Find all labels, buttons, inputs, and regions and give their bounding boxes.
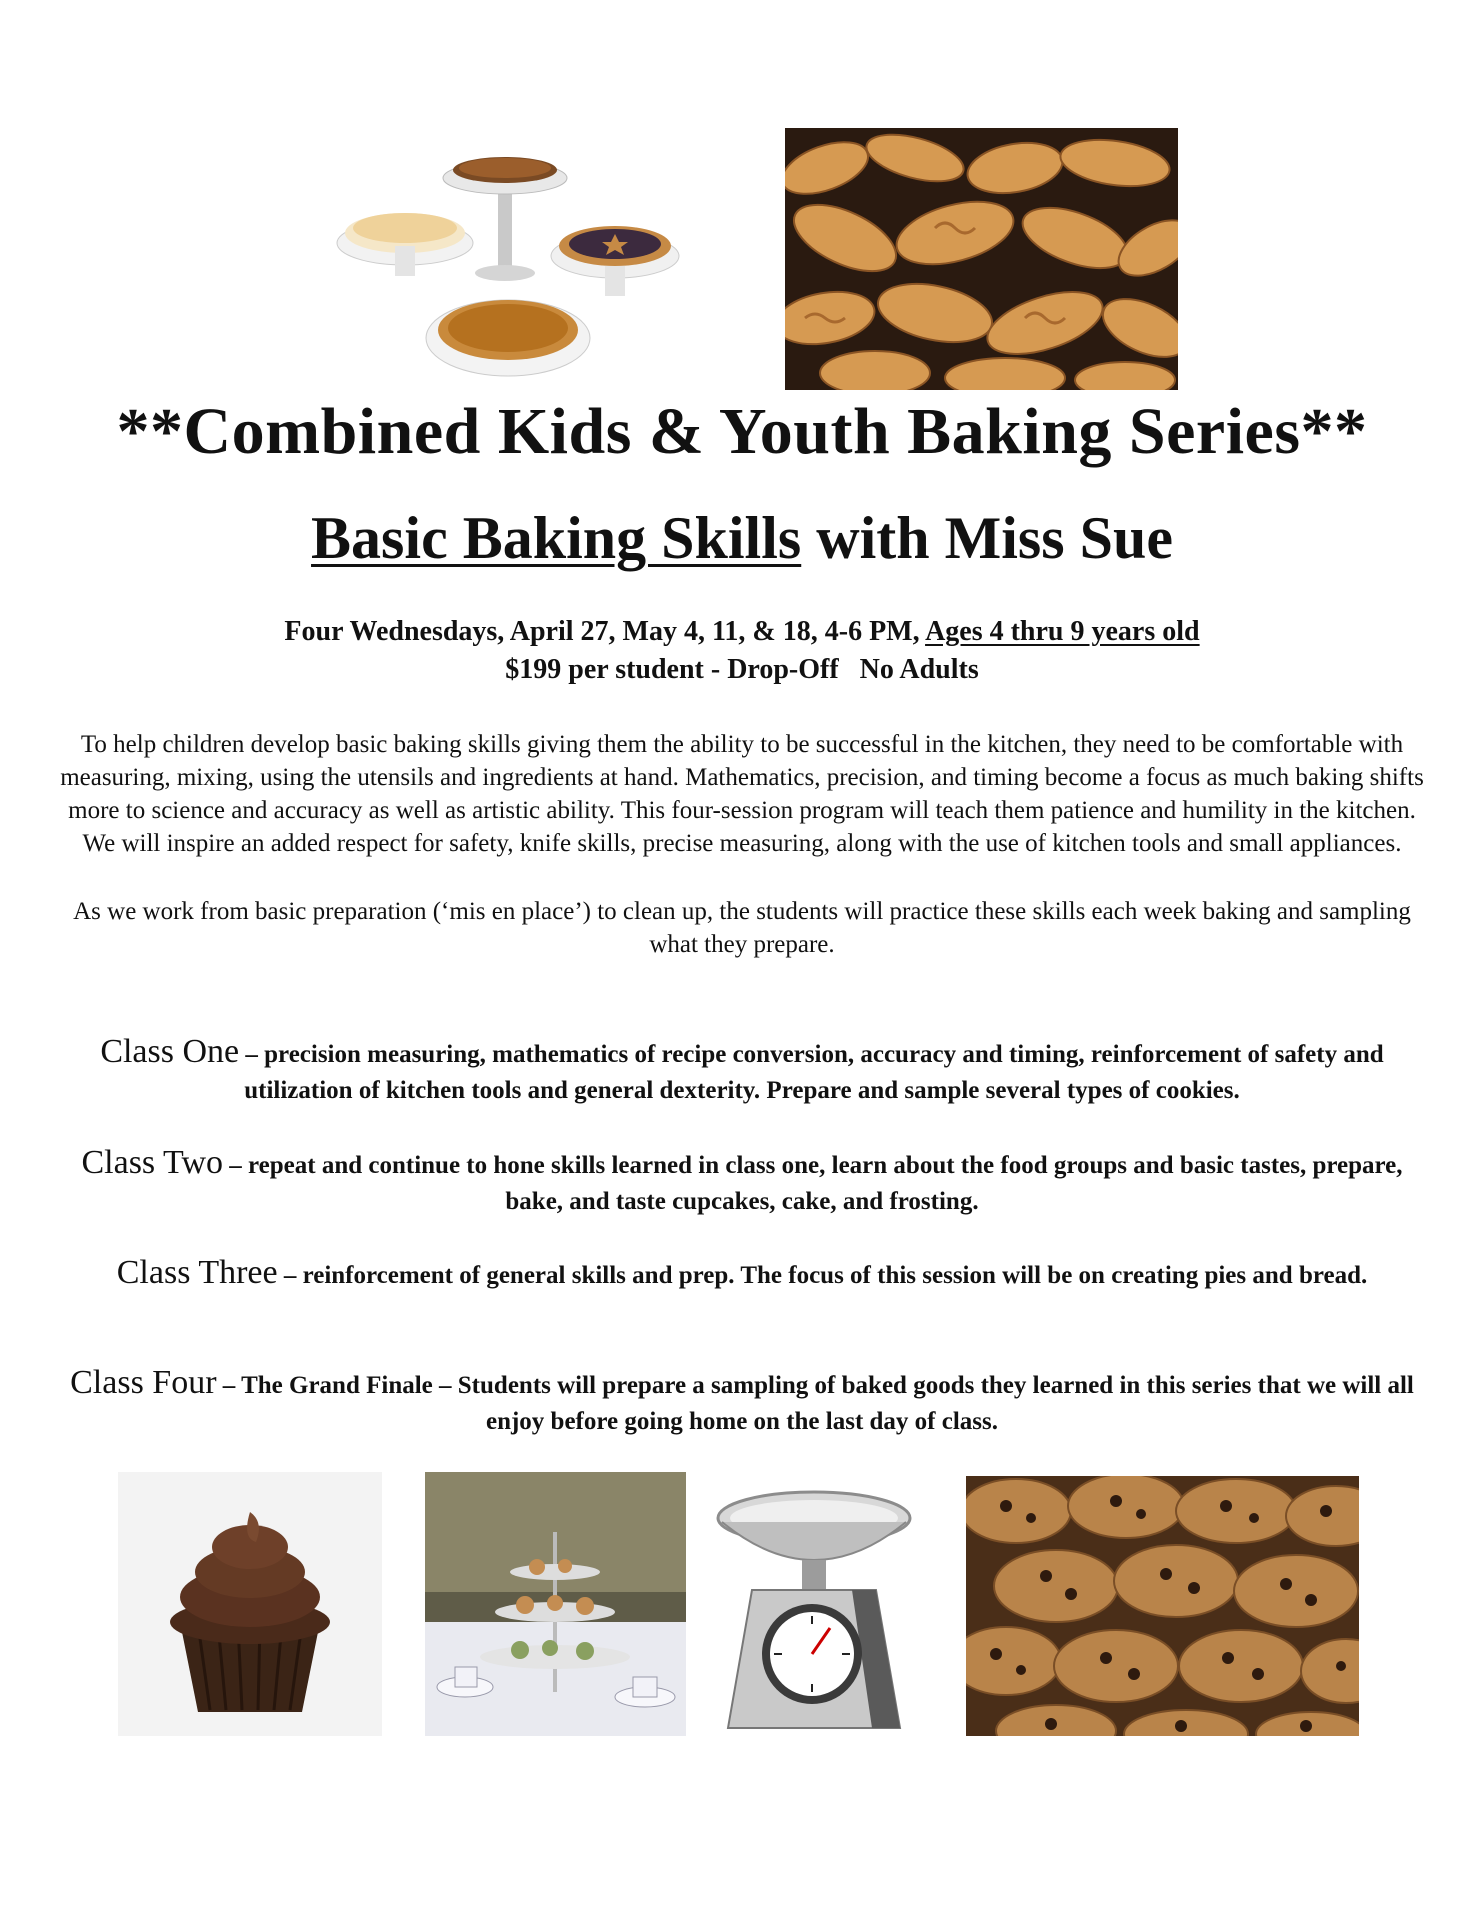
assorted-bread-image [785, 128, 1178, 390]
afternoon-tea-table-image [425, 1472, 686, 1736]
schedule-price-line: $199 per student - Drop-Off No Adults [505, 654, 979, 685]
page-title: **Combined Kids & Youth Baking Series** [116, 395, 1368, 468]
page-subtitle [0, 500, 1484, 576]
schedule-ages: Ages 4 thru 9 years old [925, 616, 1200, 647]
intro-paragraph-1: To help children develop basic baking skills giving them the ability to be successful in the kitchen, they need to be comfortable with measuring, mixing, using the utensils and ingredients at hand. Mathematics, precision, and timing become a focus as much baking shifts more to science and accuracy as well as artistic ability. This four-session program will teach them patience and humility in the kitchen. We will inspire an added respect for safety, knife skills, precise measuring, along with the use of kitchen tools and small appliances. [60, 731, 1424, 857]
schedule-dates-line [0, 613, 1484, 651]
subtitle-course-name: Basic Baking Skills [311, 505, 802, 571]
class-one-text: – precision measuring, mathematics of recipe conversion, accuracy and timing, reinforcement of safety and utilization of kitchen tools and general dexterity. Prepare and sample several types of cookies. [239, 1041, 1384, 1104]
class-two-title: Class Two [81, 1144, 223, 1181]
class-three-title: Class Three [116, 1254, 278, 1291]
schedule-dates: Four Wednesdays, April 27, May 4, 11, & 18, 4-6 PM, [284, 616, 926, 647]
class-one-description [50, 1034, 1434, 1109]
class-three-description [50, 1255, 1434, 1294]
class-three-text: – reinforcement of general skills and prep. The focus of this session will be on creating pies and bread. [277, 1262, 1368, 1289]
class-two-description [50, 1145, 1434, 1220]
pies-on-stands-image [330, 138, 690, 396]
class-two-text: – repeat and continue to hone skills learned in class one, learn about the food groups and basic tastes, prepare, bake, and taste cupcakes, cake, and frosting. [223, 1152, 1403, 1215]
kitchen-scale-image [712, 1478, 917, 1736]
class-four-title: Class Four [70, 1364, 217, 1401]
intro-paragraph-2: As we work from basic preparation (‘mis en place’) to clean up, the students will practice these skills each week baking and sampling what they prepare. [73, 898, 1411, 958]
chocolate-chip-cookies-image [966, 1476, 1359, 1736]
class-one-title: Class One [100, 1033, 240, 1070]
schedule-info [0, 613, 1484, 689]
chocolate-cupcake-image [118, 1472, 382, 1736]
class-four-text: – The Grand Finale – Students will prepare a sampling of baked goods they learned in this series that we will all enjoy before going home on the last day of class. [216, 1372, 1414, 1435]
subtitle-instructor: with Miss Sue [801, 505, 1173, 571]
class-four-description [50, 1365, 1434, 1440]
